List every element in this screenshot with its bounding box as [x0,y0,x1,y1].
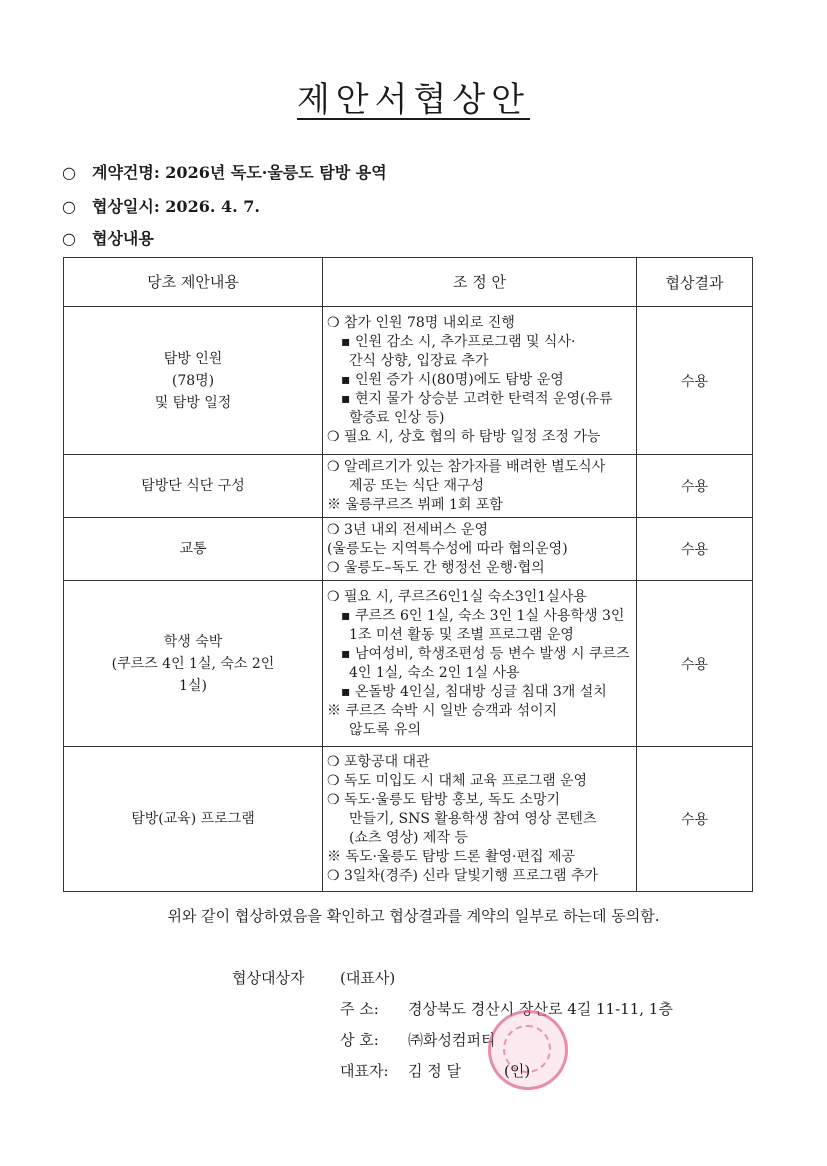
result-cell: 수용 [637,307,753,455]
original-proposal-cell [64,307,323,455]
adjustment-line: (쇼츠 영상) 제작 등 [349,829,468,846]
adjustment-line: ❍ 독도 미입도 시 대체 교육 프로그램 운영 [327,772,588,789]
adjustment-line: ❍ 3년 내외 전세버스 운영 [327,521,488,538]
table-header-row [64,258,753,307]
adjustment-line: ❍ 알레르기가 있는 참가자를 배려한 별도식사 [327,458,606,475]
original-proposal-cell [64,581,323,747]
document-title: 제안서협상안 [296,80,531,120]
result-cell: 수용 [637,581,753,747]
adjustment-line: ❍ 울릉도–독도 간 행정선 운행·협의 [327,559,545,576]
adjustment-line: ▪ 쿠르즈 6인 1실, 숙소 3인 1실 사용학생 3인 [341,607,625,624]
adjustment-line: 할증료 인상 등) [349,410,445,426]
original-proposal-line: 탐방(교육) 프로그램 [131,811,255,827]
adjustment-line: ▪ 인원 증가 시(80명)에도 탐방 운영 [341,372,564,388]
adjustment-line: ▪ 온돌방 4인실, 침대방 싱글 침대 3개 설치 [341,683,607,700]
negotiation-table [63,257,753,892]
original-proposal-line: 1실) [179,677,207,694]
adjustment-line: ※ 독도·울릉도 탐방 드론 촬영·편집 제공 [327,848,576,865]
original-proposal-line: (쿠르즈 4인 1실, 숙소 2인 [111,655,275,672]
address-label: 주 소: [340,1000,379,1018]
adjustment-line: 제공 또는 식단 재구성 [349,477,485,494]
info-date: ○ 협상일시: 2026. 4. 7. [62,197,260,216]
header-result: 협상결과 [637,258,753,307]
original-proposal-line: 및 탐방 일정 [154,394,232,411]
adjustment-line: ❍ 필요 시, 쿠르즈6인1실 숙소3인1실사용 [327,588,587,605]
original-proposal-line: (78명) [171,372,215,389]
adjustment-line: ❍ 필요 시, 상호 협의 하 탐방 일정 조정 가능 [327,429,601,445]
table-row [64,307,753,455]
adjustment-line: 만들기, SNS 활용학생 참여 영상 콘텐츠 [349,810,597,827]
adjustment-line: ▪ 남여성비, 학생조편성 등 변수 발생 시 쿠르즈 [341,645,630,662]
table-row [64,455,753,518]
original-proposal-line: 탐방단 식단 구성 [141,478,245,494]
original-proposal-line: 교통 [179,541,207,557]
adjustment-line: ▪ 현지 물가 상승분 고려한 탄력적 운영(유류 [341,391,613,407]
party-role: (대표사) [340,969,396,987]
table-row [64,518,753,581]
company-value: ㈜화성컴퍼티 [408,1031,496,1049]
adjustment-line: 4인 1실, 숙소 2인 1실 사용 [349,664,520,681]
adjustment-line: ❍ 포항공대 대관 [327,753,430,770]
result-cell: 수용 [637,455,753,518]
seal-mark: (인) [504,1062,531,1080]
table-row [64,747,753,892]
info-contract: ○ 계약건명: 2026년 독도·울릉도 탐방 용역 [62,163,387,182]
adjustment-line: (울릉도는 지역특수성에 따라 협의운영) [327,540,568,557]
adjustment-line: ※ 울릉쿠르즈 뷔페 1회 포함 [327,496,503,513]
adjustment-cell [323,307,637,455]
adjustment-line: ❍ 독도·울릉도 탐방 홍보, 독도 소망기 [327,791,561,808]
adjustment-line: 간식 상향, 입장료 추가 [349,353,489,369]
adjustment-cell [323,518,637,581]
company-label: 상 호: [340,1031,379,1049]
result-cell: 수용 [637,518,753,581]
bullet-icon: ○ [62,229,76,248]
result-cell: 수용 [637,747,753,892]
original-proposal-line: 학생 숙박 [163,633,223,650]
header-adjust: 조 정 안 [323,258,637,307]
header-original: 당초 제안내용 [64,258,323,307]
adjustment-line: ❍ 참가 인원 78명 내외로 진행 [327,315,515,331]
adjustment-line: ❍ 3일차(경주) 신라 달빛기행 프로그램 추가 [327,867,599,884]
adjustment-line: ▪ 인원 감소 시, 추가프로그램 및 식사· [341,334,576,350]
address-value: 경상북도 경산시 장산로 4길 11-11, 1층 [408,1000,673,1018]
ceo-label: 대표자: [340,1062,389,1080]
original-proposal-line: 탐방 인원 [163,350,223,367]
bullet-icon: ○ [62,197,76,216]
original-proposal-cell [64,455,323,518]
adjustment-line: ※ 쿠르즈 숙박 시 일반 승객과 섞이지 [327,702,558,719]
original-proposal-cell [64,747,323,892]
adjustment-line: 않도록 유의 [349,721,422,738]
adjustment-cell [323,581,637,747]
original-proposal-cell [64,518,323,581]
ceo-value: 김 정 달 [408,1062,462,1080]
confirmation-text: 위와 같이 협상하였음을 확인하고 협상결과를 계약의 일부로 하는데 동의함. [167,907,660,925]
party-label: 협상대상자 [232,969,305,987]
bullet-icon: ○ [62,163,76,182]
info-content: ○ 협상내용 [62,229,154,248]
adjustment-cell [323,455,637,518]
adjustment-cell [323,747,637,892]
table-row [64,581,753,747]
adjustment-line: 1조 미션 활동 및 조별 프로그램 운영 [349,626,574,643]
